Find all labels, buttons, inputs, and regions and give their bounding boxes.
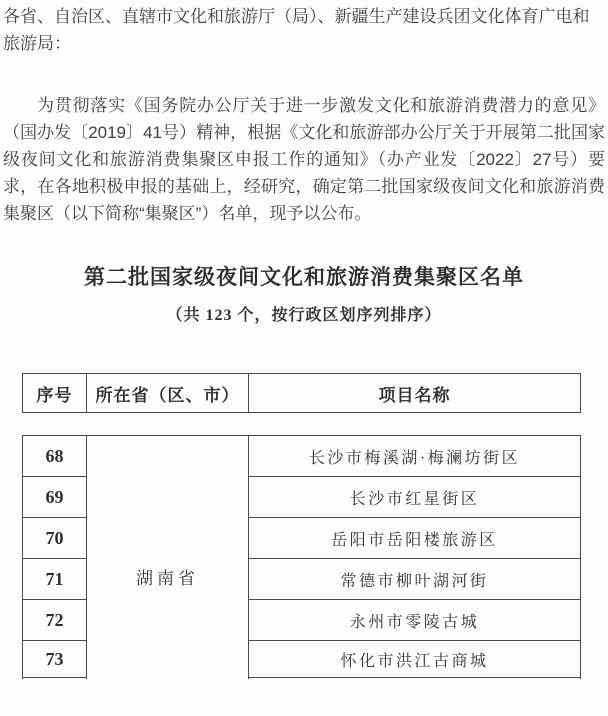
list-subtitle: （共 123 个，按行政区划序列排序） <box>166 307 442 324</box>
project-cell: 长沙市红星街区 <box>249 477 581 518</box>
project-cell: 长沙市梅溪湖·梅澜坊街区 <box>249 436 581 477</box>
project-cell: 岳阳市岳阳楼旅游区 <box>249 518 581 559</box>
table-header-row <box>23 374 581 413</box>
list-title: 第二批国家级夜间文化和旅游消费集聚区名单 <box>84 266 524 289</box>
seq-cell: 72 <box>23 600 87 641</box>
table-body <box>22 435 581 679</box>
column-header-project: 项目名称 <box>249 374 581 413</box>
seq-cell: 73 <box>23 641 87 678</box>
project-cell: 怀化市洪江古商城 <box>249 641 581 678</box>
column-header-seq: 序号 <box>23 374 87 413</box>
seq-cell: 70 <box>23 518 87 559</box>
province-cell: 湖南省 <box>87 436 249 680</box>
seq-cell: 68 <box>23 436 87 477</box>
project-cell: 永州市零陵古城 <box>249 600 581 641</box>
seq-cell: 71 <box>23 559 87 600</box>
project-cell: 常德市柳叶湖河街 <box>249 559 581 600</box>
project-cell <box>249 678 581 680</box>
column-header-province: 所在省（区、市） <box>87 374 249 413</box>
seq-cell: 69 <box>23 477 87 518</box>
body-paragraph: 为贯彻落实《国务院办公厅关于进一步激发文化和旅游消费潜力的意见》（国办发〔2019〕41号）精神，根据《文化和旅游部办公厅关于开展第二批国家级夜间文化和旅游消费集聚区申报工作的通知》（办产业发〔2022〕27号）要求，在各地积极申报的基础上，经研究，确定第二批国家级夜间文化和旅游消费集聚区（以下简称“集聚区”）名单，现予以公布。 <box>3 96 605 223</box>
seq-cell <box>23 678 87 680</box>
salutation-line: 各省、自治区、直辖市文化和旅游厅（局）、新疆生产建设兵团文化体育广电和旅游局： <box>3 7 590 53</box>
table-row <box>23 436 581 477</box>
table-body-clip <box>0 435 608 679</box>
table-header <box>22 373 581 413</box>
